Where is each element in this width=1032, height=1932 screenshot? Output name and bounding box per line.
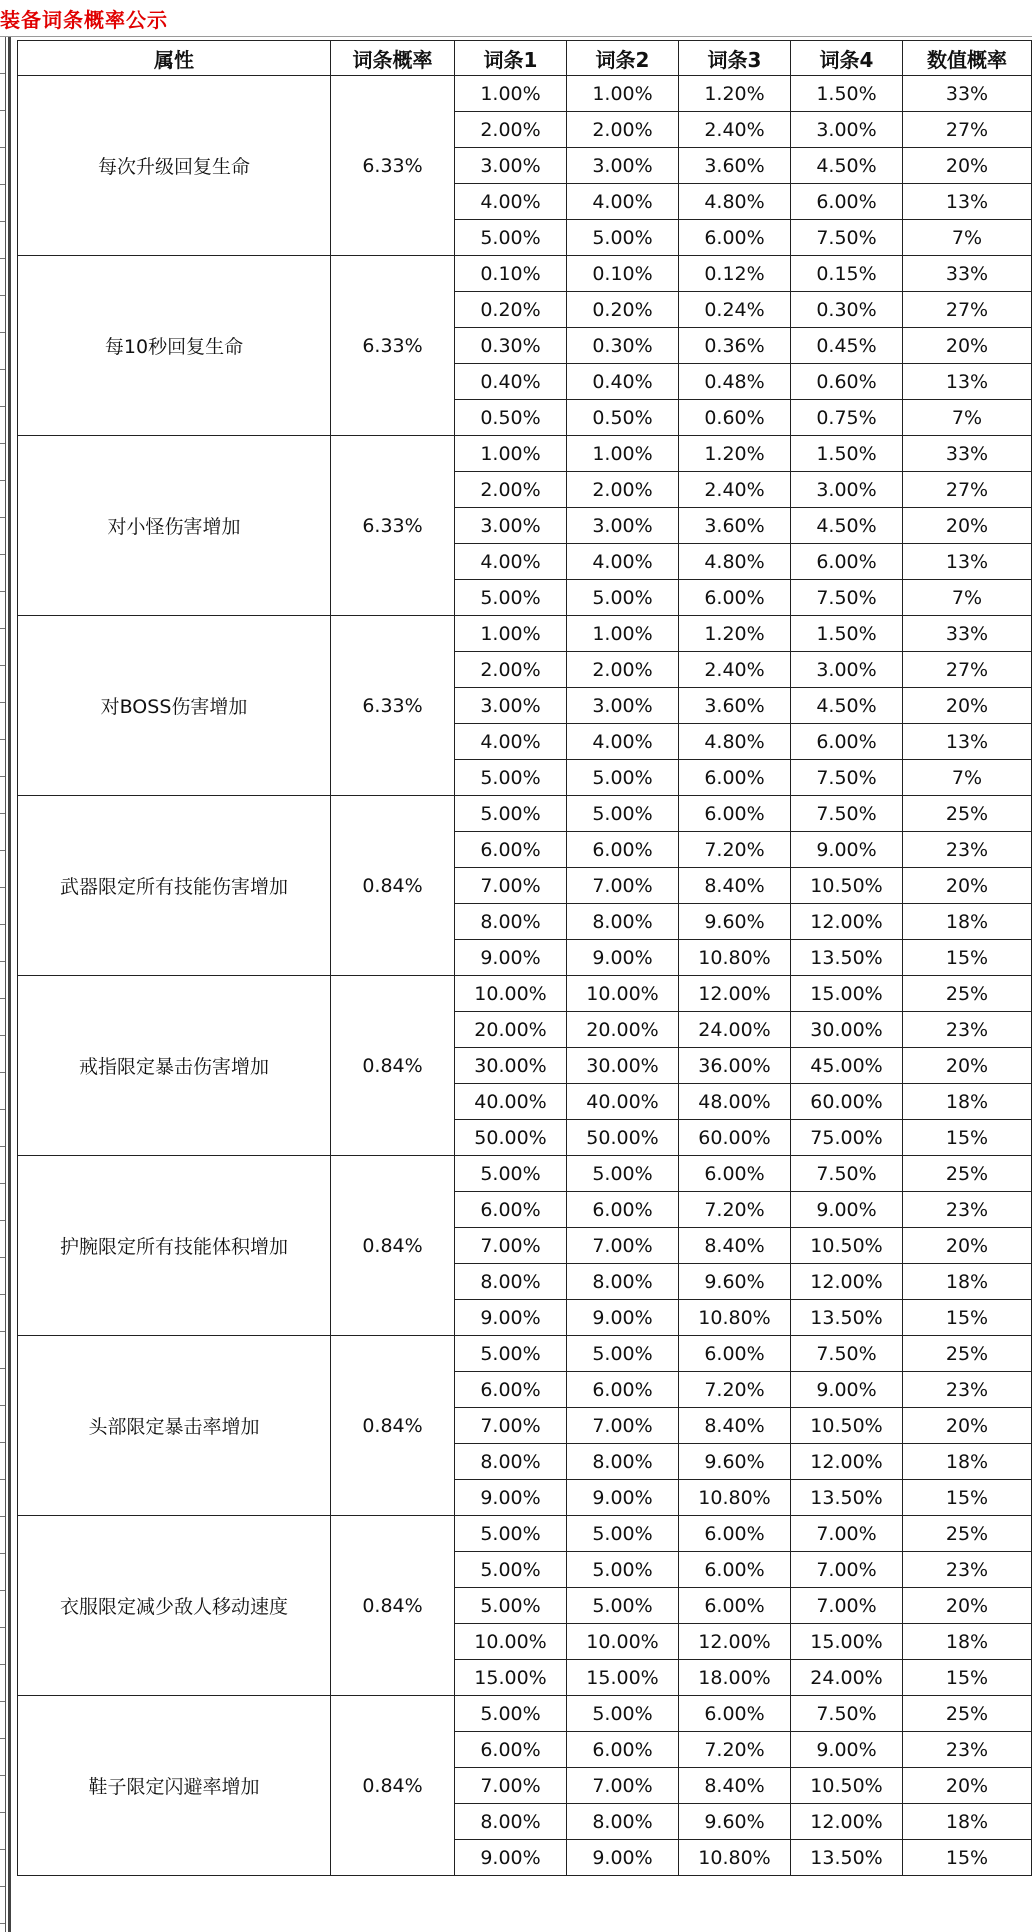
- attribute-name-cell: 护腕限定所有技能体积增加: [18, 1156, 331, 1336]
- affix-2-cell: 5.00%: [567, 1588, 679, 1624]
- affix-4-cell: 30.00%: [791, 1012, 903, 1048]
- affix-1-cell: 7.00%: [455, 1408, 567, 1444]
- affix-3-cell: 1.20%: [679, 436, 791, 472]
- affix-3-cell: 2.40%: [679, 652, 791, 688]
- affix-3-cell: 10.80%: [679, 1480, 791, 1516]
- value-probability-cell: 23%: [903, 1192, 1032, 1228]
- affix-4-cell: 9.00%: [791, 1192, 903, 1228]
- table-header-row: [18, 41, 1032, 76]
- title-bar: [0, 0, 1032, 37]
- affix-2-cell: 5.00%: [567, 1696, 679, 1732]
- affix-3-cell: 3.60%: [679, 508, 791, 544]
- value-probability-cell: 20%: [903, 688, 1032, 724]
- table-row: [18, 256, 1032, 292]
- affix-2-cell: 1.00%: [567, 616, 679, 652]
- value-probability-cell: 18%: [903, 1804, 1032, 1840]
- table-row: [18, 1156, 1032, 1192]
- affix-4-cell: 1.50%: [791, 76, 903, 112]
- affix-2-cell: 4.00%: [567, 184, 679, 220]
- affix-4-cell: 6.00%: [791, 184, 903, 220]
- affix-2-cell: 50.00%: [567, 1120, 679, 1156]
- value-probability-cell: 13%: [903, 544, 1032, 580]
- affix-2-cell: 0.40%: [567, 364, 679, 400]
- affix-2-cell: 15.00%: [567, 1660, 679, 1696]
- affix-2-cell: 7.00%: [567, 1228, 679, 1264]
- affix-1-cell: 5.00%: [455, 1156, 567, 1192]
- value-probability-cell: 20%: [903, 868, 1032, 904]
- affix-3-cell: 7.20%: [679, 1732, 791, 1768]
- affix-1-cell: 0.20%: [455, 292, 567, 328]
- affix-4-cell: 7.50%: [791, 580, 903, 616]
- affix-rate-cell: 6.33%: [331, 616, 455, 796]
- affix-3-cell: 6.00%: [679, 220, 791, 256]
- table-row: [18, 616, 1032, 652]
- affix-4-cell: 12.00%: [791, 904, 903, 940]
- affix-3-cell: 9.60%: [679, 1264, 791, 1300]
- affix-4-cell: 7.00%: [791, 1516, 903, 1552]
- affix-1-cell: 5.00%: [455, 760, 567, 796]
- affix-3-cell: 9.60%: [679, 904, 791, 940]
- header-affix-rate: 词条概率: [331, 41, 455, 76]
- affix-4-cell: 0.45%: [791, 328, 903, 364]
- affix-3-cell: 4.80%: [679, 544, 791, 580]
- affix-1-cell: 9.00%: [455, 1840, 567, 1876]
- table-row: [18, 1516, 1032, 1552]
- affix-1-cell: 5.00%: [455, 1696, 567, 1732]
- affix-rate-cell: 0.84%: [331, 1156, 455, 1336]
- affix-4-cell: 12.00%: [791, 1804, 903, 1840]
- value-probability-cell: 23%: [903, 832, 1032, 868]
- affix-1-cell: 6.00%: [455, 1732, 567, 1768]
- affix-4-cell: 13.50%: [791, 940, 903, 976]
- value-probability-cell: 33%: [903, 76, 1032, 112]
- affix-4-cell: 9.00%: [791, 832, 903, 868]
- affix-1-cell: 6.00%: [455, 1192, 567, 1228]
- affix-4-cell: 4.50%: [791, 688, 903, 724]
- affix-4-cell: 4.50%: [791, 148, 903, 184]
- affix-3-cell: 7.20%: [679, 1372, 791, 1408]
- affix-1-cell: 2.00%: [455, 112, 567, 148]
- affix-4-cell: 10.50%: [791, 1408, 903, 1444]
- affix-2-cell: 8.00%: [567, 1444, 679, 1480]
- affix-2-cell: 10.00%: [567, 976, 679, 1012]
- affix-2-cell: 3.00%: [567, 688, 679, 724]
- affix-3-cell: 9.60%: [679, 1804, 791, 1840]
- table-row: [18, 436, 1032, 472]
- affix-3-cell: 2.40%: [679, 112, 791, 148]
- affix-2-cell: 9.00%: [567, 1840, 679, 1876]
- affix-2-cell: 10.00%: [567, 1624, 679, 1660]
- affix-2-cell: 5.00%: [567, 760, 679, 796]
- affix-4-cell: 10.50%: [791, 868, 903, 904]
- affix-1-cell: 8.00%: [455, 1444, 567, 1480]
- affix-rate-cell: 0.84%: [331, 1516, 455, 1696]
- value-probability-cell: 23%: [903, 1552, 1032, 1588]
- affix-3-cell: 8.40%: [679, 1768, 791, 1804]
- affix-2-cell: 9.00%: [567, 1480, 679, 1516]
- header-affix-4: 词条4: [791, 41, 903, 76]
- affix-2-cell: 5.00%: [567, 1336, 679, 1372]
- value-probability-cell: 20%: [903, 148, 1032, 184]
- affix-3-cell: 4.80%: [679, 184, 791, 220]
- affix-1-cell: 2.00%: [455, 652, 567, 688]
- affix-4-cell: 3.00%: [791, 652, 903, 688]
- value-probability-cell: 25%: [903, 1336, 1032, 1372]
- affix-3-cell: 7.20%: [679, 1192, 791, 1228]
- table-row: [18, 1696, 1032, 1732]
- affix-1-cell: 5.00%: [455, 1588, 567, 1624]
- affix-4-cell: 10.50%: [791, 1768, 903, 1804]
- affix-2-cell: 3.00%: [567, 508, 679, 544]
- affix-4-cell: 7.50%: [791, 760, 903, 796]
- affix-1-cell: 3.00%: [455, 148, 567, 184]
- affix-1-cell: 0.10%: [455, 256, 567, 292]
- affix-1-cell: 30.00%: [455, 1048, 567, 1084]
- affix-4-cell: 3.00%: [791, 472, 903, 508]
- affix-3-cell: 6.00%: [679, 1552, 791, 1588]
- affix-2-cell: 6.00%: [567, 1732, 679, 1768]
- affix-3-cell: 6.00%: [679, 1516, 791, 1552]
- affix-2-cell: 30.00%: [567, 1048, 679, 1084]
- affix-3-cell: 10.80%: [679, 1300, 791, 1336]
- value-probability-cell: 20%: [903, 1048, 1032, 1084]
- value-probability-cell: 18%: [903, 1624, 1032, 1660]
- affix-2-cell: 6.00%: [567, 832, 679, 868]
- affix-2-cell: 5.00%: [567, 1552, 679, 1588]
- affix-3-cell: 6.00%: [679, 580, 791, 616]
- header-value-probability: 数值概率: [903, 41, 1032, 76]
- affix-2-cell: 3.00%: [567, 148, 679, 184]
- attribute-name-cell: 武器限定所有技能伤害增加: [18, 796, 331, 976]
- affix-2-cell: 7.00%: [567, 1768, 679, 1804]
- affix-4-cell: 1.50%: [791, 616, 903, 652]
- affix-4-cell: 7.50%: [791, 1696, 903, 1732]
- sheet-frame-border: [8, 37, 11, 1932]
- value-probability-cell: 27%: [903, 472, 1032, 508]
- affix-3-cell: 9.60%: [679, 1444, 791, 1480]
- value-probability-cell: 27%: [903, 112, 1032, 148]
- affix-1-cell: 8.00%: [455, 1264, 567, 1300]
- affix-1-cell: 5.00%: [455, 1552, 567, 1588]
- affix-2-cell: 9.00%: [567, 1300, 679, 1336]
- affix-1-cell: 3.00%: [455, 508, 567, 544]
- affix-1-cell: 10.00%: [455, 976, 567, 1012]
- affix-rate-cell: 0.84%: [331, 796, 455, 976]
- sheet-row-gutter: [0, 37, 6, 1932]
- affix-4-cell: 9.00%: [791, 1372, 903, 1408]
- affix-2-cell: 8.00%: [567, 1264, 679, 1300]
- affix-2-cell: 5.00%: [567, 220, 679, 256]
- affix-1-cell: 9.00%: [455, 1300, 567, 1336]
- value-probability-cell: 25%: [903, 1516, 1032, 1552]
- affix-3-cell: 10.80%: [679, 940, 791, 976]
- affix-3-cell: 60.00%: [679, 1120, 791, 1156]
- affix-1-cell: 7.00%: [455, 1228, 567, 1264]
- value-probability-cell: 7%: [903, 220, 1032, 256]
- affix-4-cell: 15.00%: [791, 976, 903, 1012]
- affix-3-cell: 2.40%: [679, 472, 791, 508]
- affix-2-cell: 0.20%: [567, 292, 679, 328]
- affix-2-cell: 2.00%: [567, 652, 679, 688]
- affix-1-cell: 6.00%: [455, 1372, 567, 1408]
- value-probability-cell: 23%: [903, 1732, 1032, 1768]
- affix-3-cell: 6.00%: [679, 1336, 791, 1372]
- affix-4-cell: 7.50%: [791, 796, 903, 832]
- affix-2-cell: 7.00%: [567, 1408, 679, 1444]
- attribute-name-cell: 鞋子限定闪避率增加: [18, 1696, 331, 1876]
- affix-1-cell: 4.00%: [455, 544, 567, 580]
- header-attribute: 属性: [18, 41, 331, 76]
- affix-1-cell: 1.00%: [455, 76, 567, 112]
- header-affix-2: 词条2: [567, 41, 679, 76]
- value-probability-cell: 7%: [903, 400, 1032, 436]
- affix-3-cell: 8.40%: [679, 868, 791, 904]
- affix-4-cell: 0.75%: [791, 400, 903, 436]
- affix-2-cell: 5.00%: [567, 1156, 679, 1192]
- affix-1-cell: 1.00%: [455, 616, 567, 652]
- affix-3-cell: 6.00%: [679, 760, 791, 796]
- table-row: [18, 1336, 1032, 1372]
- value-probability-cell: 15%: [903, 1480, 1032, 1516]
- affix-3-cell: 6.00%: [679, 1588, 791, 1624]
- value-probability-cell: 33%: [903, 616, 1032, 652]
- affix-1-cell: 5.00%: [455, 1516, 567, 1552]
- affix-2-cell: 1.00%: [567, 76, 679, 112]
- affix-2-cell: 0.50%: [567, 400, 679, 436]
- affix-4-cell: 12.00%: [791, 1264, 903, 1300]
- attribute-name-cell: 每10秒回复生命: [18, 256, 331, 436]
- affix-4-cell: 1.50%: [791, 436, 903, 472]
- value-probability-cell: 15%: [903, 1840, 1032, 1876]
- affix-probability-table: [17, 40, 1032, 1876]
- affix-1-cell: 2.00%: [455, 472, 567, 508]
- affix-1-cell: 5.00%: [455, 580, 567, 616]
- affix-1-cell: 15.00%: [455, 1660, 567, 1696]
- affix-2-cell: 2.00%: [567, 472, 679, 508]
- affix-rate-cell: 6.33%: [331, 76, 455, 256]
- affix-1-cell: 9.00%: [455, 940, 567, 976]
- affix-3-cell: 7.20%: [679, 832, 791, 868]
- affix-4-cell: 4.50%: [791, 508, 903, 544]
- affix-3-cell: 1.20%: [679, 616, 791, 652]
- affix-4-cell: 3.00%: [791, 112, 903, 148]
- value-probability-cell: 13%: [903, 184, 1032, 220]
- value-probability-cell: 20%: [903, 1228, 1032, 1264]
- affix-4-cell: 7.00%: [791, 1588, 903, 1624]
- affix-4-cell: 6.00%: [791, 544, 903, 580]
- affix-1-cell: 3.00%: [455, 688, 567, 724]
- value-probability-cell: 15%: [903, 1300, 1032, 1336]
- table-body: [18, 76, 1032, 1876]
- affix-4-cell: 7.50%: [791, 1336, 903, 1372]
- affix-1-cell: 50.00%: [455, 1120, 567, 1156]
- affix-3-cell: 24.00%: [679, 1012, 791, 1048]
- affix-3-cell: 8.40%: [679, 1408, 791, 1444]
- value-probability-cell: 20%: [903, 1588, 1032, 1624]
- value-probability-cell: 23%: [903, 1372, 1032, 1408]
- affix-1-cell: 4.00%: [455, 184, 567, 220]
- affix-4-cell: 7.00%: [791, 1552, 903, 1588]
- affix-2-cell: 4.00%: [567, 544, 679, 580]
- attribute-name-cell: 头部限定暴击率增加: [18, 1336, 331, 1516]
- affix-2-cell: 5.00%: [567, 1516, 679, 1552]
- affix-4-cell: 6.00%: [791, 724, 903, 760]
- value-probability-cell: 15%: [903, 1120, 1032, 1156]
- value-probability-cell: 25%: [903, 1156, 1032, 1192]
- affix-3-cell: 36.00%: [679, 1048, 791, 1084]
- value-probability-cell: 7%: [903, 580, 1032, 616]
- affix-2-cell: 8.00%: [567, 1804, 679, 1840]
- affix-2-cell: 7.00%: [567, 868, 679, 904]
- affix-4-cell: 0.60%: [791, 364, 903, 400]
- affix-1-cell: 4.00%: [455, 724, 567, 760]
- value-probability-cell: 18%: [903, 904, 1032, 940]
- value-probability-cell: 15%: [903, 1660, 1032, 1696]
- value-probability-cell: 18%: [903, 1444, 1032, 1480]
- attribute-name-cell: 每次升级回复生命: [18, 76, 331, 256]
- affix-1-cell: 40.00%: [455, 1084, 567, 1120]
- value-probability-cell: 20%: [903, 508, 1032, 544]
- value-probability-cell: 20%: [903, 1408, 1032, 1444]
- affix-1-cell: 7.00%: [455, 868, 567, 904]
- affix-3-cell: 6.00%: [679, 796, 791, 832]
- affix-3-cell: 3.60%: [679, 148, 791, 184]
- header-affix-1: 词条1: [455, 41, 567, 76]
- affix-4-cell: 15.00%: [791, 1624, 903, 1660]
- value-probability-cell: 20%: [903, 1768, 1032, 1804]
- affix-3-cell: 12.00%: [679, 976, 791, 1012]
- table-row: [18, 796, 1032, 832]
- value-probability-cell: 23%: [903, 1012, 1032, 1048]
- affix-2-cell: 20.00%: [567, 1012, 679, 1048]
- affix-rate-cell: 0.84%: [331, 976, 455, 1156]
- affix-3-cell: 0.12%: [679, 256, 791, 292]
- affix-1-cell: 8.00%: [455, 1804, 567, 1840]
- affix-1-cell: 9.00%: [455, 1480, 567, 1516]
- affix-3-cell: 8.40%: [679, 1228, 791, 1264]
- attribute-name-cell: 戒指限定暴击伤害增加: [18, 976, 331, 1156]
- value-probability-cell: 18%: [903, 1084, 1032, 1120]
- affix-rate-cell: 6.33%: [331, 436, 455, 616]
- affix-1-cell: 8.00%: [455, 904, 567, 940]
- value-probability-cell: 27%: [903, 652, 1032, 688]
- affix-rate-cell: 0.84%: [331, 1336, 455, 1516]
- attribute-name-cell: 衣服限定减少敌人移动速度: [18, 1516, 331, 1696]
- affix-4-cell: 13.50%: [791, 1480, 903, 1516]
- affix-1-cell: 0.40%: [455, 364, 567, 400]
- affix-3-cell: 0.48%: [679, 364, 791, 400]
- affix-4-cell: 13.50%: [791, 1840, 903, 1876]
- affix-1-cell: 20.00%: [455, 1012, 567, 1048]
- affix-4-cell: 0.15%: [791, 256, 903, 292]
- affix-3-cell: 3.60%: [679, 688, 791, 724]
- value-probability-cell: 25%: [903, 796, 1032, 832]
- attribute-name-cell: 对小怪伤害增加: [18, 436, 331, 616]
- affix-rate-cell: 6.33%: [331, 256, 455, 436]
- affix-3-cell: 0.36%: [679, 328, 791, 364]
- affix-3-cell: 0.60%: [679, 400, 791, 436]
- affix-1-cell: 1.00%: [455, 436, 567, 472]
- affix-1-cell: 5.00%: [455, 1336, 567, 1372]
- affix-4-cell: 45.00%: [791, 1048, 903, 1084]
- affix-3-cell: 6.00%: [679, 1696, 791, 1732]
- affix-1-cell: 5.00%: [455, 796, 567, 832]
- value-probability-cell: 15%: [903, 940, 1032, 976]
- affix-2-cell: 5.00%: [567, 580, 679, 616]
- affix-2-cell: 1.00%: [567, 436, 679, 472]
- header-affix-3: 词条3: [679, 41, 791, 76]
- affix-3-cell: 12.00%: [679, 1624, 791, 1660]
- affix-1-cell: 5.00%: [455, 220, 567, 256]
- affix-3-cell: 48.00%: [679, 1084, 791, 1120]
- affix-rate-cell: 0.84%: [331, 1696, 455, 1876]
- affix-4-cell: 12.00%: [791, 1444, 903, 1480]
- affix-4-cell: 10.50%: [791, 1228, 903, 1264]
- affix-2-cell: 5.00%: [567, 796, 679, 832]
- affix-2-cell: 2.00%: [567, 112, 679, 148]
- affix-3-cell: 10.80%: [679, 1840, 791, 1876]
- value-probability-cell: 13%: [903, 724, 1032, 760]
- affix-1-cell: 6.00%: [455, 832, 567, 868]
- value-probability-cell: 25%: [903, 1696, 1032, 1732]
- affix-1-cell: 0.30%: [455, 328, 567, 364]
- table-row: [18, 76, 1032, 112]
- affix-3-cell: 0.24%: [679, 292, 791, 328]
- affix-4-cell: 13.50%: [791, 1300, 903, 1336]
- value-probability-cell: 20%: [903, 328, 1032, 364]
- affix-3-cell: 1.20%: [679, 76, 791, 112]
- affix-2-cell: 6.00%: [567, 1372, 679, 1408]
- value-probability-cell: 18%: [903, 1264, 1032, 1300]
- affix-2-cell: 6.00%: [567, 1192, 679, 1228]
- value-probability-cell: 33%: [903, 436, 1032, 472]
- affix-4-cell: 0.30%: [791, 292, 903, 328]
- attribute-name-cell: 对BOSS伤害增加: [18, 616, 331, 796]
- affix-2-cell: 4.00%: [567, 724, 679, 760]
- affix-3-cell: 6.00%: [679, 1156, 791, 1192]
- affix-3-cell: 18.00%: [679, 1660, 791, 1696]
- value-probability-cell: 13%: [903, 364, 1032, 400]
- affix-1-cell: 0.50%: [455, 400, 567, 436]
- value-probability-cell: 33%: [903, 256, 1032, 292]
- affix-4-cell: 9.00%: [791, 1732, 903, 1768]
- page-title: 装备词条概率公示: [0, 8, 168, 32]
- affix-4-cell: 7.50%: [791, 220, 903, 256]
- affix-2-cell: 40.00%: [567, 1084, 679, 1120]
- affix-4-cell: 75.00%: [791, 1120, 903, 1156]
- affix-2-cell: 0.30%: [567, 328, 679, 364]
- affix-3-cell: 4.80%: [679, 724, 791, 760]
- affix-1-cell: 7.00%: [455, 1768, 567, 1804]
- table-row: [18, 976, 1032, 1012]
- value-probability-cell: 25%: [903, 976, 1032, 1012]
- value-probability-cell: 7%: [903, 760, 1032, 796]
- affix-2-cell: 9.00%: [567, 940, 679, 976]
- affix-1-cell: 10.00%: [455, 1624, 567, 1660]
- affix-4-cell: 24.00%: [791, 1660, 903, 1696]
- affix-4-cell: 7.50%: [791, 1156, 903, 1192]
- value-probability-cell: 27%: [903, 292, 1032, 328]
- affix-4-cell: 60.00%: [791, 1084, 903, 1120]
- affix-2-cell: 0.10%: [567, 256, 679, 292]
- affix-2-cell: 8.00%: [567, 904, 679, 940]
